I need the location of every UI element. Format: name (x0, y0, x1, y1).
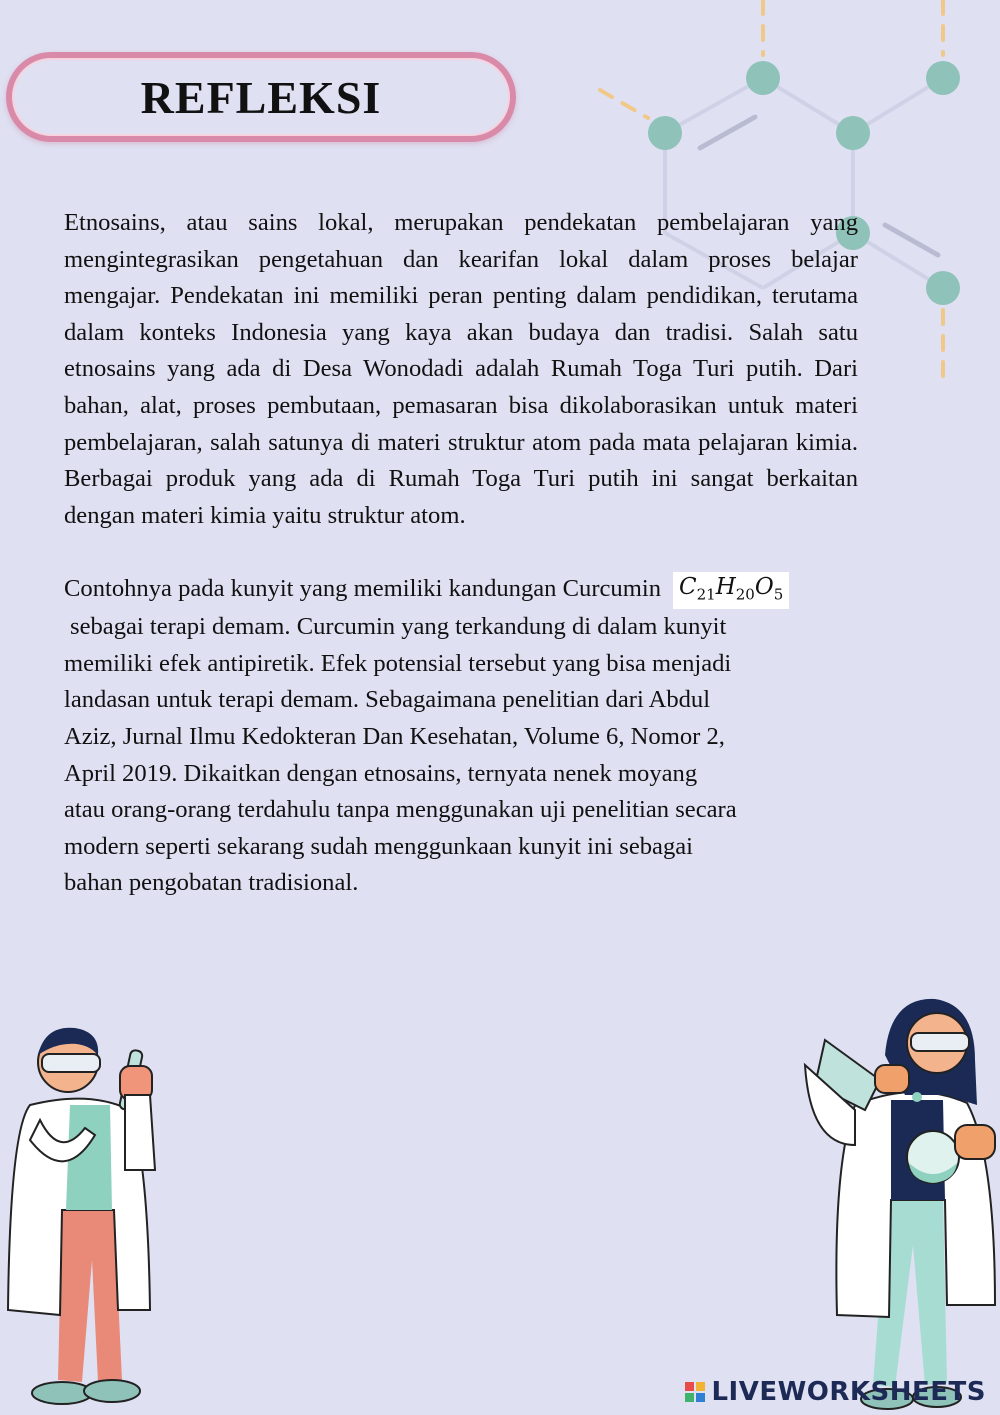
paragraph-line: bahan pengobatan tradisional. (64, 869, 359, 897)
formula-h: H (715, 573, 736, 600)
paragraph-line: modern seperti sekarang sudah menggunkaan kunyit ini sebagai (64, 832, 694, 860)
brand-mark-icon (685, 1382, 705, 1402)
paragraph-line (64, 571, 904, 609)
formula-o: O (754, 573, 774, 600)
paragraph-intro: Etnosains, atau sains lokal, merupakan pendekatan pembelajaran yang mengintegrasikan pengetahuan dan kearifan lokal dalam proses belajar mengajar. Pendekatan ini memiliki peran penting dalam pendidikan, terutama dalam konteks Indonesia yang kaya akan budaya dan tradisi. Salah satu etnosains yang ada di Desa Wonodadi adalah Rumah Toga Turi putih. Dari bahan, alat, proses pembutaan, pemasaran bisa dikolaborasikan untuk materi pembelajaran, salah satunya di materi struktur atom pada mata pelajaran kimia. Berbagai produk yang ada di Rumah Toga Turi putih ini sangat berkaitan dengan materi kimia yaitu struktur atom. (64, 209, 858, 529)
formula-c: C (679, 573, 697, 600)
paragraph-lead-text: Contohnya pada kunyit yang memiliki kandungan Curcumin (64, 575, 661, 602)
paragraph-line: sebagai terapi demam. Curcumin yang terkandung di dalam kunyit (70, 613, 727, 641)
paragraph-line: Aziz, Jurnal Ilmu Kedokteran Dan Kesehatan, Volume 6, Nomor 2, (64, 722, 725, 750)
title-banner (6, 52, 516, 142)
formula-c-sub: 21 (696, 585, 716, 604)
curcumin-formula (673, 572, 789, 610)
paragraph-line: atau orang-orang terdahulu tanpa menggunakan uji penelitian secara (64, 796, 737, 824)
scientist-left-illustration (0, 1010, 170, 1415)
liveworksheets-logo (685, 1377, 986, 1407)
paragraph-line: landasan untuk terapi demam. Sebagaimana penelitian dari Abdul (64, 686, 711, 714)
paragraph-curcumin (64, 571, 904, 902)
formula-h-sub: 20 (735, 585, 755, 604)
scientist-right-illustration (795, 985, 1000, 1415)
page-title: REFLEKSI (140, 71, 382, 123)
paragraph-line: memiliki efek antipiretik. Efek potensial tersebut yang bisa menjadi (64, 649, 732, 677)
brand-name: LIVEWORKSHEETS (711, 1377, 986, 1407)
paragraph-line: April 2019. Dikaitkan dengan etnosains, ternyata nenek moyang (64, 759, 698, 787)
formula-o-sub: 5 (773, 585, 784, 604)
